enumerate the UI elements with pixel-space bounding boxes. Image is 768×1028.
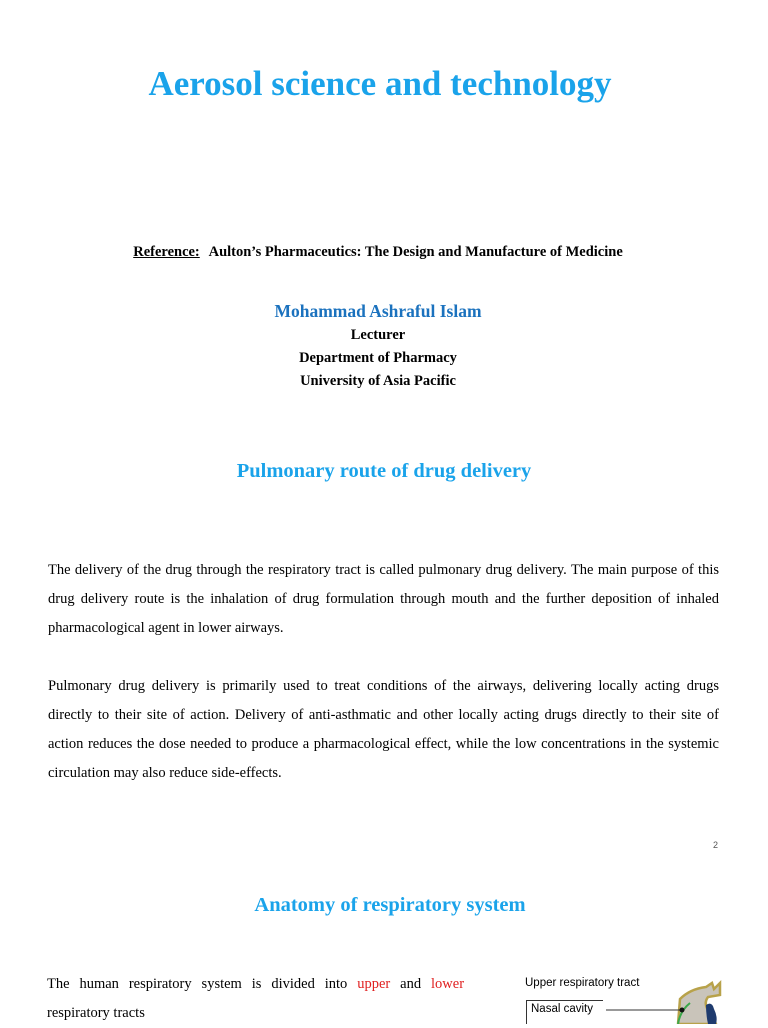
- document-title: Aerosol science and technology: [148, 64, 612, 103]
- figure-caption: Upper respiratory tract: [525, 977, 640, 989]
- author-department: Department of Pharmacy: [299, 350, 457, 366]
- author-university: University of Asia Pacific: [300, 373, 456, 389]
- paragraph-pulmonary-definition: The delivery of the drug through the respiratory tract is called pulmonary drug delivery. The main purpose of this drug delivery route is the inhalation of drug formulation through mouth and the further deposition of inhaled pharmacological agent in lower airways.: [48, 562, 719, 636]
- paragraph-pulmonary-uses: Pulmonary drug delivery is primarily used to treat conditions of the airways, delivering locally acting drugs directly to their site of action. Delivery of anti-asthmatic and other locally acting drugs directly to their site of action reduces the dose needed to produce a pharmacological effect, while the low concentrations in the systemic circulation may also reduce side-effects.: [48, 678, 719, 781]
- nasal-cavity-label: Nasal cavity: [531, 1003, 593, 1015]
- reference-line: [0, 242, 756, 262]
- reference-label: Reference:: [133, 244, 200, 260]
- highlight-upper: upper: [357, 976, 391, 992]
- section-heading-anatomy: Anatomy of respiratory system: [254, 894, 526, 916]
- page-number: 2: [713, 840, 719, 850]
- reference-text: Aulton’s Pharmaceutics: The Design and Manufacture of Medicine: [208, 244, 623, 260]
- highlight-lower: lower: [431, 976, 465, 992]
- anatomy-and-text: and: [400, 976, 422, 992]
- respiratory-tract-figure: [520, 975, 768, 1024]
- author-role: Lecturer: [350, 327, 406, 343]
- paragraph-anatomy-intro: [47, 970, 464, 1028]
- author-name: Mohammad Ashraful Islam: [274, 301, 482, 321]
- section-heading-pulmonary: Pulmonary route of drug delivery: [236, 460, 532, 482]
- anatomy-tracts-text: respiratory tracts: [47, 1005, 145, 1021]
- anatomy-intro-text: The human respiratory system is divided into: [47, 976, 348, 992]
